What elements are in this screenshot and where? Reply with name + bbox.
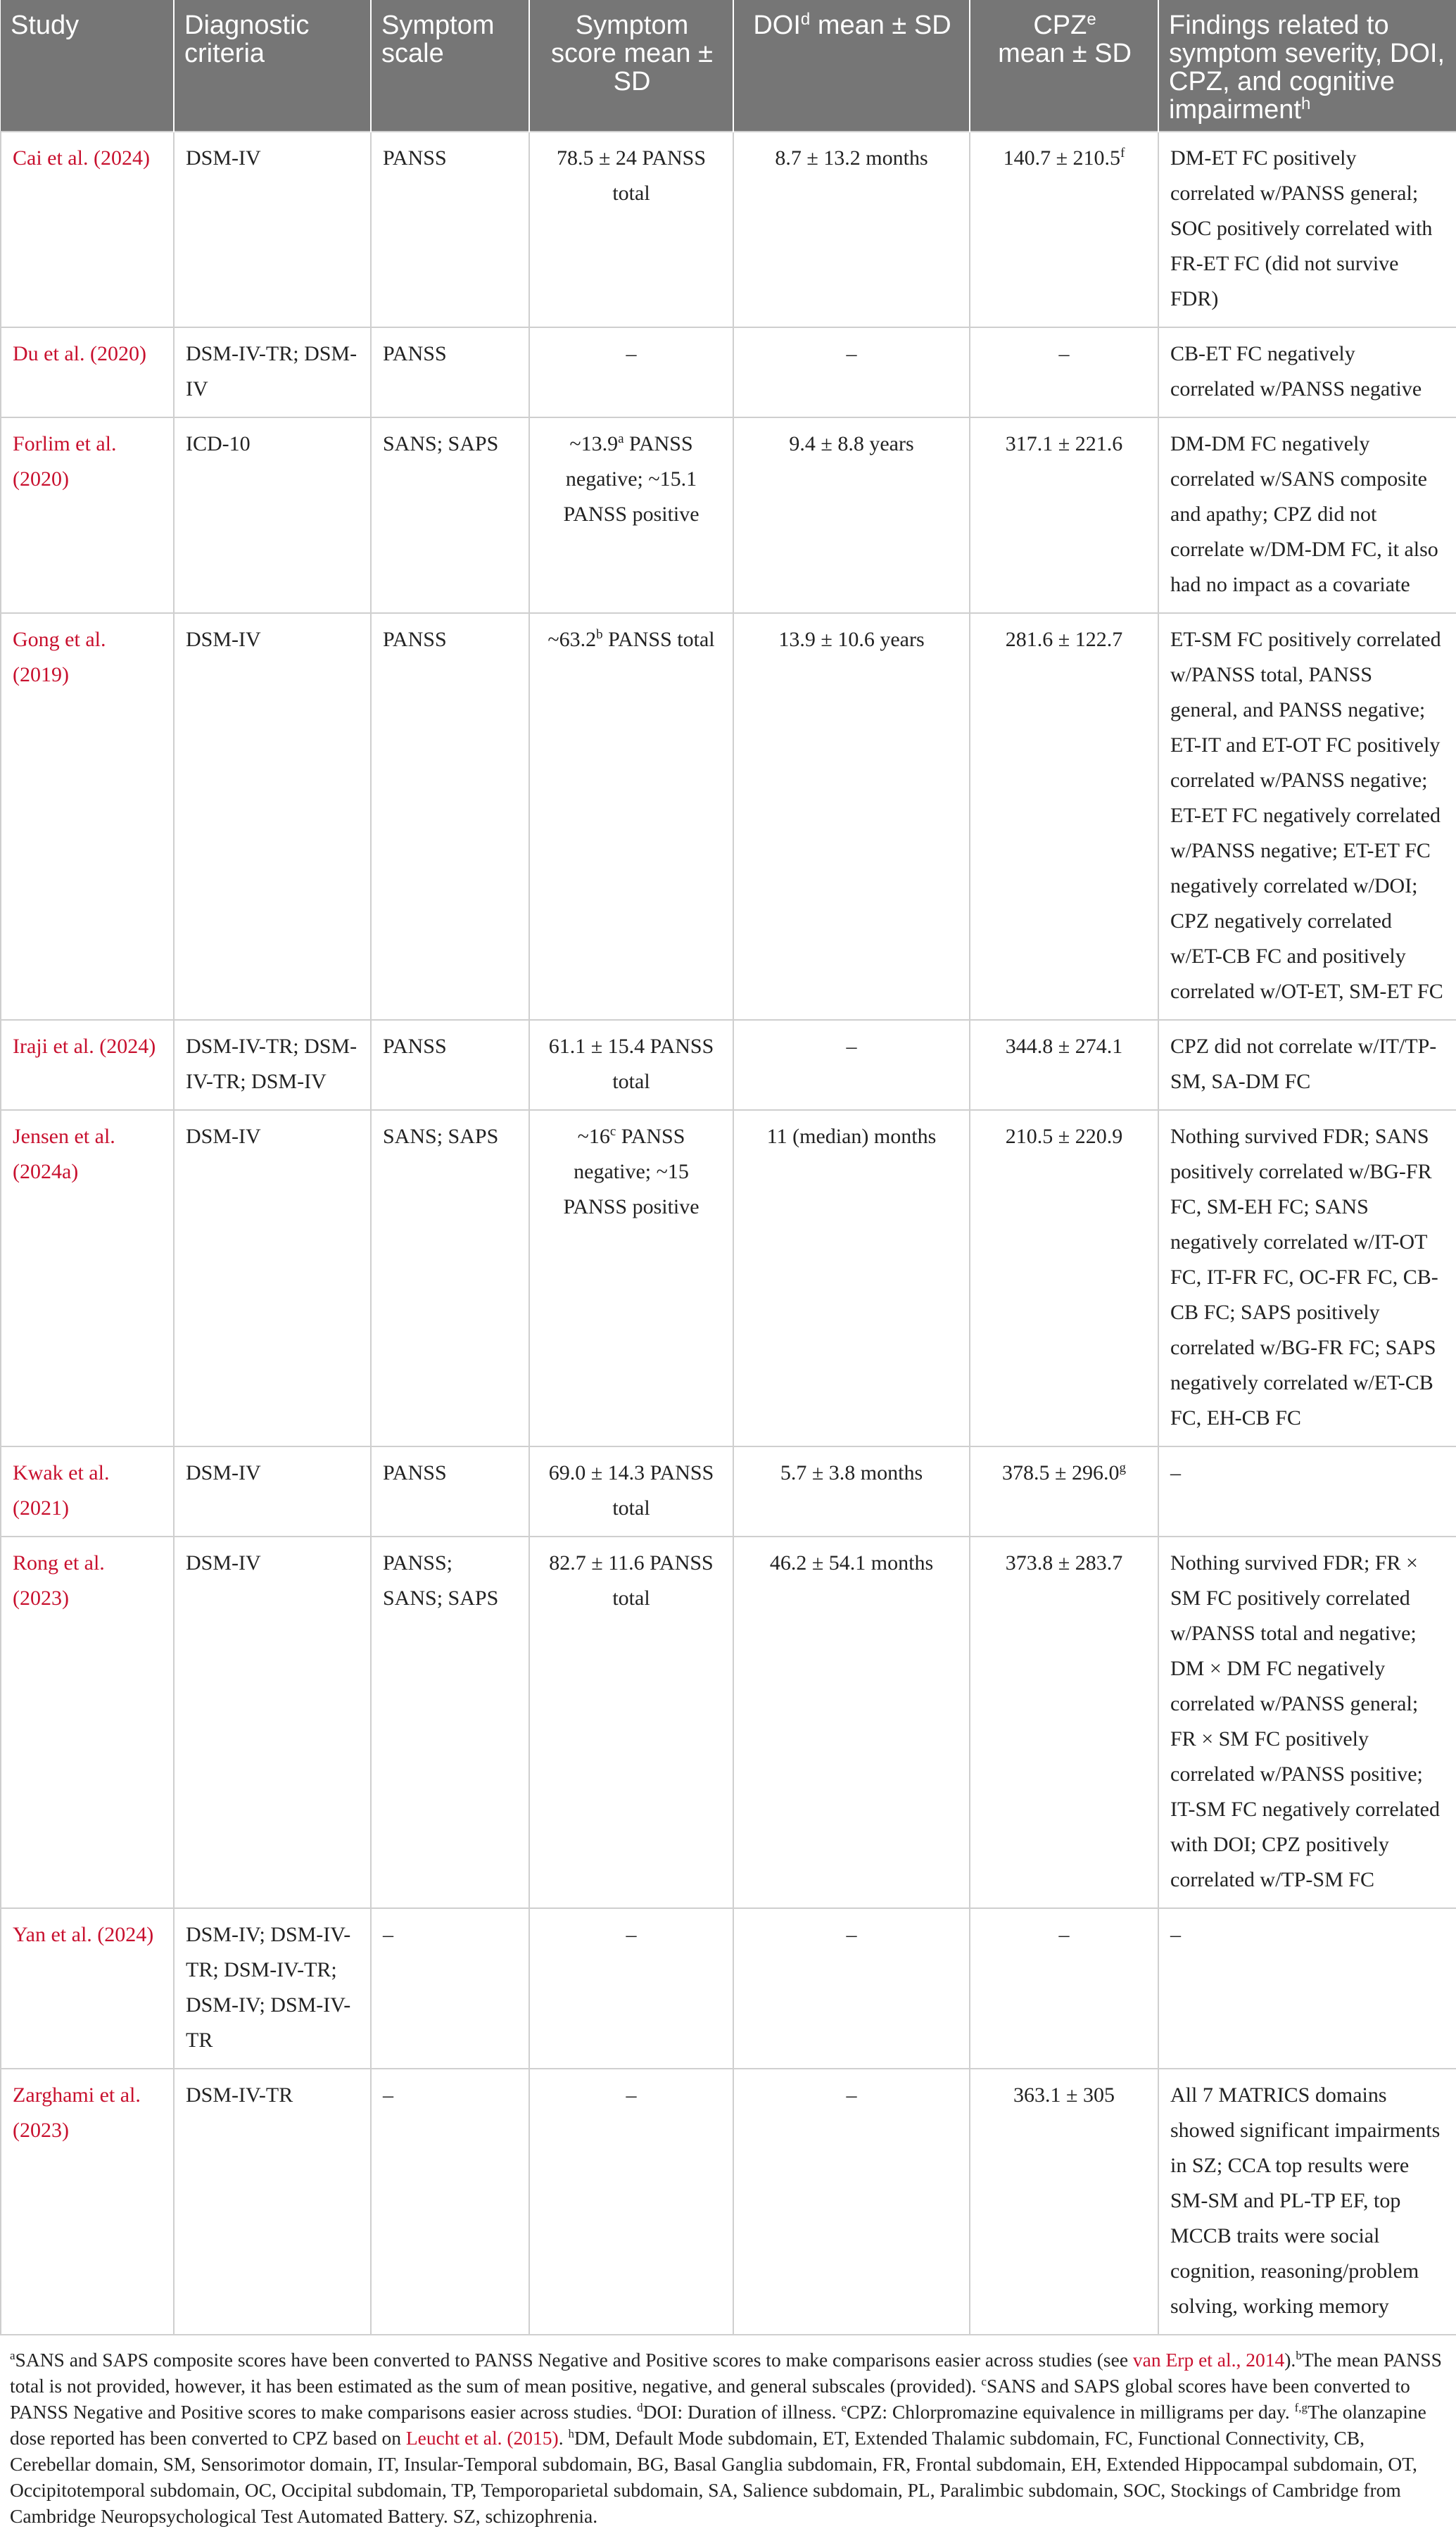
symptom-score-cell: 69.0 ± 14.3 PANSS total: [529, 1446, 733, 1537]
footnote-a-marker: a: [10, 2349, 15, 2362]
cpz-value: –: [1058, 342, 1070, 365]
header-symptom-score: Symptom score mean ± SD: [529, 0, 733, 132]
table-footnotes: [0, 2335, 1456, 2529]
table-row: [1, 132, 1456, 327]
symptom-score-value: ~16: [577, 1125, 610, 1148]
cpz-cell: [970, 132, 1158, 327]
cpz-value: 317.1 ± 221.6: [1005, 432, 1123, 455]
cpz-cell: [970, 2069, 1158, 2335]
symptom-scale-cell: PANSS: [371, 1446, 529, 1537]
symptom-scale-cell: PANSS: [371, 327, 529, 417]
footnote-h-marker: h: [568, 2427, 574, 2440]
symptom-score-cell: [529, 613, 733, 1020]
symptom-score-cell: [529, 1110, 733, 1446]
table-row: [1, 613, 1456, 1020]
reference-link-van-erp[interactable]: van Erp et al., 2014: [1132, 2349, 1285, 2371]
symptom-scale-cell: SANS; SAPS: [371, 417, 529, 613]
diagnostic-criteria-cell: DSM-IV-TR; DSM-IV: [174, 327, 371, 417]
header-diagnostic-criteria: Diagnostic criteria: [174, 0, 371, 132]
cpz-footnote-marker: g: [1119, 1461, 1126, 1475]
symptom-score-cell: –: [529, 2069, 733, 2335]
symptom-score-suffix: PANSS total: [602, 628, 715, 651]
symptom-score-suffix: PANSS negative; ~15.1 PANSS positive: [563, 432, 699, 526]
symptom-score-cell: 82.7 ± 11.6 PANSS total: [529, 1537, 733, 1908]
symptom-scale-cell: PANSS: [371, 1020, 529, 1110]
symptom-score-cell: –: [529, 327, 733, 417]
study-citation-link[interactable]: Zarghami et al. (2023): [1, 2069, 174, 2335]
symptom-scale-cell: PANSS: [371, 613, 529, 1020]
header-row: [1, 0, 1456, 132]
header-findings-footnote-marker: h: [1300, 94, 1311, 113]
header-cpz-footnote-marker: e: [1087, 10, 1096, 29]
cpz-cell: [970, 1537, 1158, 1908]
header-doi: [733, 0, 970, 132]
footnote-fg-text: The olanzapine dose reported has been converted to CPZ based on: [10, 2401, 1426, 2449]
footnote-fg-marker: f,g: [1294, 2401, 1308, 2414]
footnote-b-marker: b: [1296, 2349, 1302, 2362]
footnote-h-text: DM, Default Mode subdomain, ET, Extended Thalamic subdomain, FC, Functional Connectivity, CB, Cerebellar domain, SM, Sensorimotor domain, IT, Insular-Temporal subdomain, BG, Basal Ganglia subdomain, FR, Frontal subdomain, EH, Extended Hippocampal subdomain, OT, Occipitotemporal subdomain, OC, Occipital subdomain, TP, Temporoparietal subdomain, SA, Salience subdomain, PL, Paralimbic subdomain, SOC, Stockings of Cambridge from Cambridge Neuropsychological Test Automated Battery. SZ, schizophrenia.: [10, 2427, 1417, 2527]
symptom-scale-cell: –: [371, 1908, 529, 2069]
header-study: Study: [1, 0, 174, 132]
study-citation-link[interactable]: Jensen et al. (2024a): [1, 1110, 174, 1446]
table-row: [1, 1908, 1456, 2069]
cpz-cell: [970, 417, 1158, 613]
symptom-scale-cell: SANS; SAPS: [371, 1110, 529, 1446]
header-doi-label: DOI: [753, 11, 801, 40]
table-row: [1, 417, 1456, 613]
diagnostic-criteria-cell: DSM-IV: [174, 1110, 371, 1446]
footnote-e-text: CPZ: Chlorpromazine equivalence in milligrams per day.: [846, 2401, 1295, 2423]
table-row: [1, 1110, 1456, 1446]
findings-cell: DM-ET FC positively correlated w/PANSS general; SOC positively correlated with FR-ET FC (did not survive FDR): [1158, 132, 1456, 327]
symptom-score-value: ~13.9: [569, 432, 619, 455]
cpz-cell: [970, 613, 1158, 1020]
cpz-value: 373.8 ± 283.7: [1005, 1551, 1123, 1575]
diagnostic-criteria-cell: DSM-IV: [174, 1537, 371, 1908]
footnote-b-text: The mean PANSS total is not provided, however, it has been estimated as the sum of mean positive, negative, and general subscales (provided).: [10, 2349, 1442, 2397]
findings-cell: –: [1158, 1908, 1456, 2069]
cpz-cell: [970, 1908, 1158, 2069]
symptom-scale-cell: PANSS; SANS; SAPS: [371, 1537, 529, 1908]
cpz-value: 378.5 ± 296.0: [1002, 1461, 1120, 1484]
table-row: [1, 1537, 1456, 1908]
doi-cell: –: [733, 1020, 970, 1110]
header-cpz: [970, 0, 1158, 132]
study-citation-link[interactable]: Rong et al. (2023): [1, 1537, 174, 1908]
table-body: [1, 132, 1456, 2335]
doi-cell: –: [733, 1908, 970, 2069]
diagnostic-criteria-cell: ICD-10: [174, 417, 371, 613]
symptom-score-cell: 78.5 ± 24 PANSS total: [529, 132, 733, 327]
footnote-a-end: ).: [1284, 2349, 1296, 2371]
diagnostic-criteria-cell: DSM-IV; DSM-IV-TR; DSM-IV-TR; DSM-IV; DSM-IV-TR: [174, 1908, 371, 2069]
doi-cell: 8.7 ± 13.2 months: [733, 132, 970, 327]
study-citation-link[interactable]: Iraji et al. (2024): [1, 1020, 174, 1110]
footnote-fg-end: .: [558, 2427, 569, 2449]
study-citation-link[interactable]: Cai et al. (2024): [1, 132, 174, 327]
symptom-score-cell: –: [529, 1908, 733, 2069]
study-citation-link[interactable]: Yan et al. (2024): [1, 1908, 174, 2069]
reference-link-leucht[interactable]: Leucht et al. (2015): [405, 2427, 559, 2449]
findings-cell: Nothing survived FDR; FR × SM FC positively correlated w/PANSS total and negative; DM × DM FC negatively correlated w/PANSS general; FR × SM FC positively correlated w/PANSS positive; IT-SM FC negatively correlated with DOI; CPZ positively correlated w/TP-SM FC: [1158, 1537, 1456, 1908]
doi-cell: 13.9 ± 10.6 years: [733, 613, 970, 1020]
header-symptom-scale: Symptom scale: [371, 0, 529, 132]
cpz-cell: [970, 327, 1158, 417]
cpz-value: 210.5 ± 220.9: [1005, 1125, 1123, 1148]
doi-cell: 46.2 ± 54.1 months: [733, 1537, 970, 1908]
study-citation-link[interactable]: Gong et al. (2019): [1, 613, 174, 1020]
doi-cell: 9.4 ± 8.8 years: [733, 417, 970, 613]
cpz-value: 363.1 ± 305: [1013, 2083, 1115, 2107]
footnote-d-marker: d: [637, 2401, 643, 2414]
symptom-score-footnote-marker: a: [618, 431, 624, 446]
footnote-c-text: SANS and SAPS global scores have been converted to PANSS Negative and Positive scores to make comparisons easier across studies.: [10, 2375, 1410, 2423]
table-row: [1, 2069, 1456, 2335]
diagnostic-criteria-cell: DSM-IV-TR; DSM-IV-TR; DSM-IV: [174, 1020, 371, 1110]
doi-cell: –: [733, 327, 970, 417]
findings-cell: CB-ET FC negatively correlated w/PANSS negative: [1158, 327, 1456, 417]
header-doi-footnote-marker: d: [800, 10, 811, 29]
diagnostic-criteria-cell: DSM-IV-TR: [174, 2069, 371, 2335]
cpz-value: 281.6 ± 122.7: [1005, 628, 1123, 651]
diagnostic-criteria-cell: DSM-IV: [174, 132, 371, 327]
table-row: [1, 327, 1456, 417]
symptom-scale-cell: –: [371, 2069, 529, 2335]
cpz-cell: [970, 1110, 1158, 1446]
symptom-score-footnote-marker: b: [596, 627, 603, 642]
cpz-value: –: [1058, 1923, 1070, 1946]
findings-cell: Nothing survived FDR; SANS positively correlated w/BG-FR FC, SM-EH FC; SANS negatively correlated w/IT-OT FC, IT-FR FC, OC-FR FC, CB-CB FC; SAPS positively correlated w/BG-FR FC; SAPS negatively correlated w/ET-CB FC, EH-CB FC: [1158, 1110, 1456, 1446]
table-row: [1, 1020, 1456, 1110]
footnote-c-marker: c: [981, 2375, 987, 2388]
findings-cell: –: [1158, 1446, 1456, 1537]
findings-cell: DM-DM FC negatively correlated w/SANS composite and apathy; CPZ did not correlate w/DM-DM FC, it also had no impact as a covariate: [1158, 417, 1456, 613]
symptom-score-suffix: PANSS negative; ~15 PANSS positive: [563, 1125, 699, 1218]
header-cpz-suffix: mean ± SD: [998, 39, 1132, 68]
study-citation-link[interactable]: Kwak et al. (2021): [1, 1446, 174, 1537]
findings-cell: ET-SM FC positively correlated w/PANSS total, PANSS general, and PANSS negative; ET-IT and ET-OT FC positively correlated w/PANSS negative; ET-ET FC negatively correlated w/PANSS negative; ET-ET FC negatively correlated w/DOI; CPZ negatively correlated w/ET-CB FC and positively correlated w/OT-ET, SM-ET FC: [1158, 613, 1456, 1020]
symptom-score-cell: 61.1 ± 15.4 PANSS total: [529, 1020, 733, 1110]
doi-cell: 5.7 ± 3.8 months: [733, 1446, 970, 1537]
diagnostic-criteria-cell: DSM-IV: [174, 613, 371, 1020]
findings-cell: All 7 MATRICS domains showed significant impairments in SZ; CCA top results were SM-SM and PL-TP EF, top MCCB traits were social cognition, reasoning/problem solving, working memory: [1158, 2069, 1456, 2335]
cpz-cell: [970, 1446, 1158, 1537]
header-findings-label: Findings related to symptom severity, DOI, CPZ, and cognitive impairment: [1169, 11, 1445, 125]
symptom-score-footnote-marker: c: [609, 1124, 616, 1139]
footnote-a-text: SANS and SAPS composite scores have been converted to PANSS Negative and Positive scores to make comparisons easier across studies (see: [15, 2349, 1133, 2371]
table-row: [1, 1446, 1456, 1537]
diagnostic-criteria-cell: DSM-IV: [174, 1446, 371, 1537]
doi-cell: –: [733, 2069, 970, 2335]
symptom-scale-cell: PANSS: [371, 132, 529, 327]
findings-cell: CPZ did not correlate w/IT/TP-SM, SA-DM FC: [1158, 1020, 1456, 1110]
header-cpz-label: CPZ: [1033, 11, 1087, 40]
footnote-d-text: DOI: Duration of illness.: [642, 2401, 842, 2423]
header-findings: [1158, 0, 1456, 132]
cpz-cell: [970, 1020, 1158, 1110]
header-doi-suffix: mean ± SD: [810, 11, 951, 40]
footnote-e-marker: e: [841, 2401, 847, 2414]
cpz-value: 140.7 ± 210.5: [1003, 146, 1121, 170]
cpz-value: 344.8 ± 274.1: [1005, 1035, 1123, 1058]
study-citation-link[interactable]: Du et al. (2020): [1, 327, 174, 417]
symptom-score-value: ~63.2: [547, 628, 597, 651]
cpz-footnote-marker: f: [1120, 146, 1125, 160]
symptom-score-cell: [529, 417, 733, 613]
doi-cell: 11 (median) months: [733, 1110, 970, 1446]
study-citation-link[interactable]: Forlim et al. (2020): [1, 417, 174, 613]
